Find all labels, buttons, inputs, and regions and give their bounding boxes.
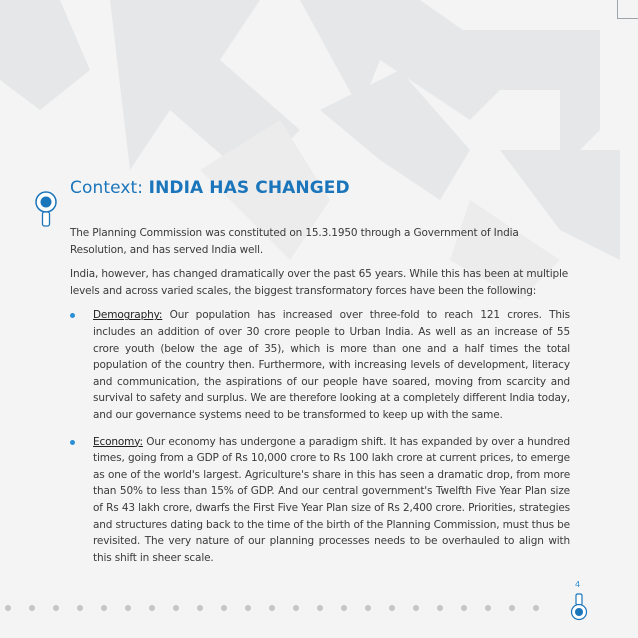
list-item-economy [70,434,570,567]
body-content [70,225,570,576]
title-main: INDIA HAS CHANGED [148,178,350,198]
location-pin-icon [569,593,589,621]
bullet-dot [70,440,75,445]
context-paragraph: India, however, has changed dramatically over the past 65 years. While this has been at multiple levels and across varied scales, the biggest transformatory forces have been the following: [70,268,569,297]
bullet-term: Demography: [93,309,163,322]
page-number: 4 [575,580,581,589]
bullet-dot [70,313,75,318]
page-title [70,178,350,198]
intro-paragraph: The Planning Commission was constituted on 15.3.1950 through a Government of India Resolution, and has served India well. [70,227,519,256]
list-item-demography [70,307,570,423]
bullet-text: Our population has increased over three-fold to reach 121 crores. This includes an addition of over 30 crore people to Urban India. As well as an increase of 55 crore youth (below the age of 35), which is more than one and a half times the total population of the country then. Furthermore, with increasing levels of development, literacy and communication, the aspirations of our people have soared, moving from scarcity and survival to safety and surplus. We are therefore looking at a completely different India today, and our governance systems need to be transformed to keep up with the same. [93,309,570,421]
bullet-term: Economy: [93,435,143,448]
title-prefix: Context: [70,178,144,198]
bullet-text: Our economy has undergone a paradigm shift. It has expanded by over a hundred times, going from a GDP of Rs 10,000 crore to Rs 100 lakh crore at current prices, to emerge as one of the world's largest. Agriculture's share in this has seen a dramatic drop, from more than 50% to less than 15% of GDP. And our central government's Twelfth Five Year Plan size of Rs 43 lakh crore, dwarfs the First Five Year Plan size of Rs 2,400 crore. Priorities, strategies and structures dating back to the time of the birth of the Planning Commission, must thus be revisited. The very nature of our planning processes needs to be overhauled to align with this shift in sheer scale. [93,435,570,564]
location-pin-icon [34,190,58,228]
footer-dot-row [0,598,560,618]
